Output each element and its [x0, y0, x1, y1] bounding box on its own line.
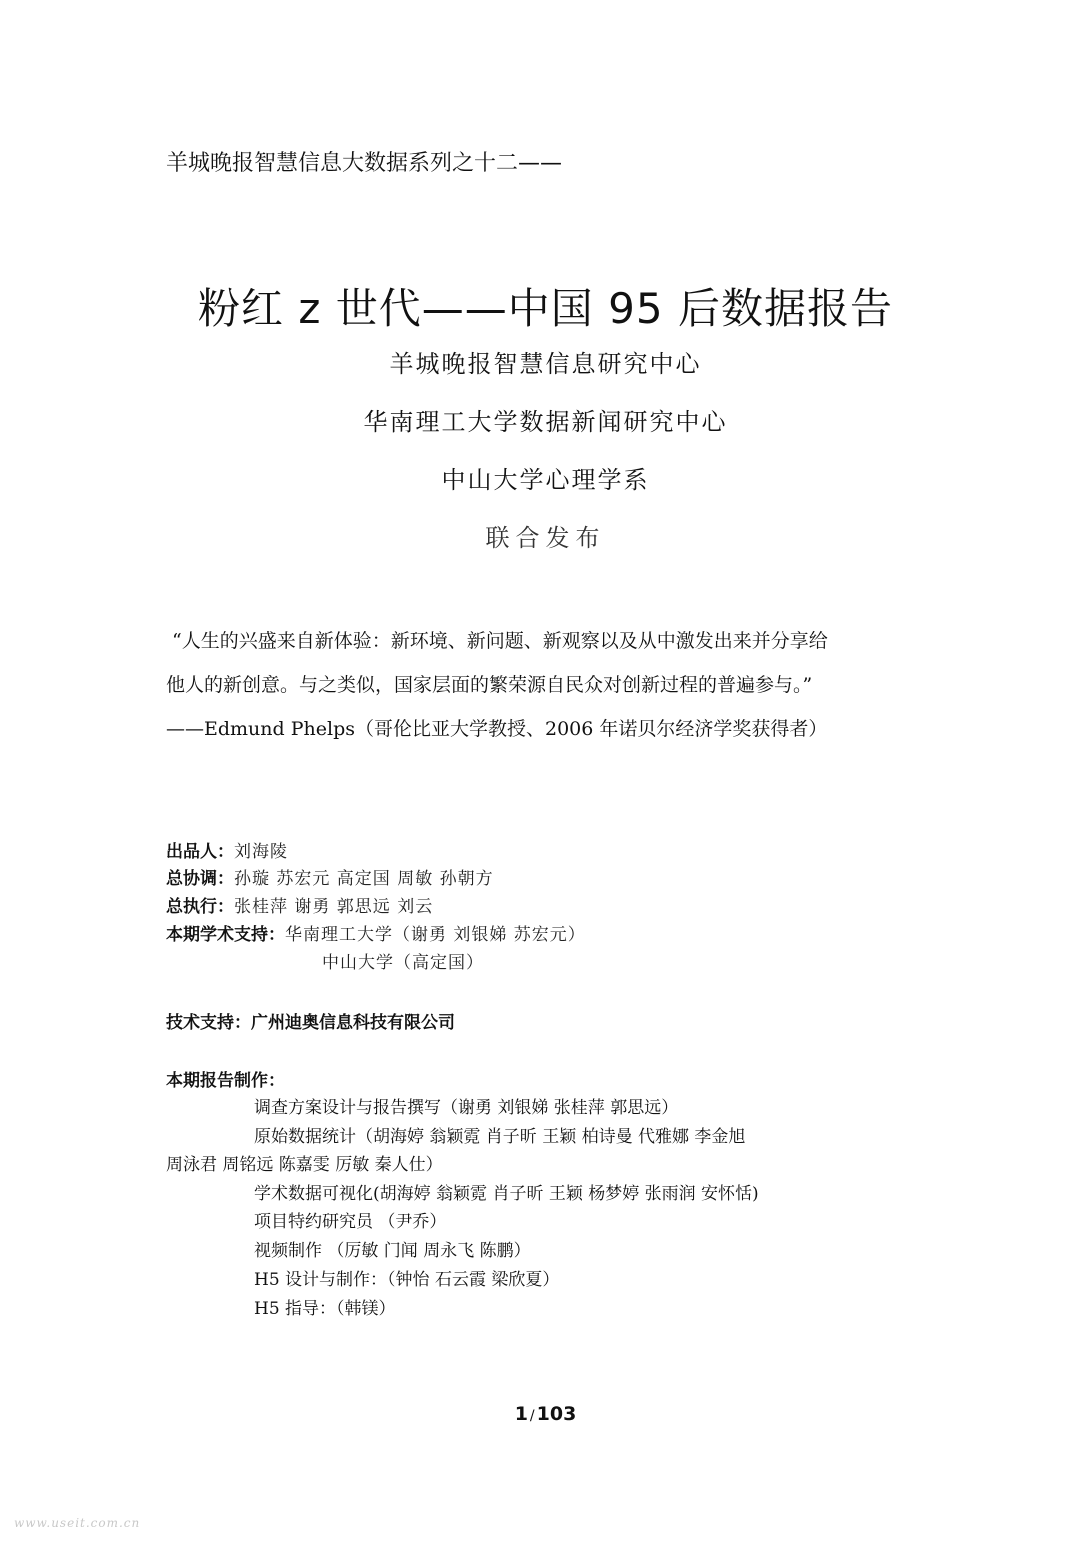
publisher-sysu: 中山大学心理学系	[441, 466, 650, 494]
production-item: H5 指导：（韩镁）	[254, 1299, 396, 1319]
series-line: 羊城晚报智慧信息大数据系列之十二——	[166, 151, 563, 176]
quote-line-2: 他人的新创意。与之类似，国家层面的繁荣源自民众对创新过程的普遍参与。”	[166, 674, 813, 696]
credit-academic-support	[166, 920, 586, 945]
tech-support: 技术支持：广州迪奥信息科技有限公司	[166, 1013, 455, 1033]
watermark: www.useit.com.cn	[14, 1516, 141, 1530]
credit-label: 总协调：	[166, 869, 234, 889]
credit-execution	[166, 892, 433, 917]
credit-value: 孙璇 苏宏元 高定国 周敏 孙朝方	[234, 869, 494, 889]
publisher-scut: 华南理工大学数据新闻研究中心	[363, 408, 728, 436]
credit-value: 华南理工大学（谢勇 刘银娣 苏宏元）	[285, 925, 586, 945]
production-item-continuation: 周泳君 周铭远 陈嘉雯 厉敏 秦人仕）	[166, 1155, 443, 1175]
page-number	[0, 1403, 1091, 1425]
quote-line-1: “人生的兴盛来自新体验：新环境、新问题、新观察以及从中激发出来并分享给	[172, 630, 828, 652]
production-item: 学术数据可视化(胡海婷 翁颖霓 肖子昕 王颖 杨梦婷 张雨润 安怀恬)	[254, 1184, 759, 1204]
production-item: 调查方案设计与报告撰写（谢勇 刘银娣 张桂萍 郭思远）	[254, 1098, 679, 1118]
credit-value: 刘海陵	[234, 842, 288, 862]
quote-attribution: ——Edmund Phelps（哥伦比亚大学教授、2006 年诺贝尔经济学奖获得者）	[166, 718, 828, 740]
total-pages: 103	[536, 1403, 577, 1425]
joint-release: 联合发布	[485, 524, 606, 552]
current-page: 1	[514, 1403, 528, 1425]
publisher-yangcheng: 羊城晚报智慧信息研究中心	[389, 350, 702, 378]
report-title: 粉红 z 世代——中国 95 后数据报告	[198, 284, 893, 333]
credit-label: 出品人：	[166, 842, 234, 862]
page-separator: /	[529, 1408, 535, 1424]
credit-label: 总执行：	[166, 897, 234, 917]
credit-producer	[166, 837, 288, 862]
credit-value: 中山大学（高定国）	[322, 953, 484, 973]
production-item: 原始数据统计（胡海婷 翁颖霓 肖子昕 王颖 柏诗曼 代雅娜 李金旭	[254, 1127, 746, 1147]
production-item: 视频制作 （厉敏 门闻 周永飞 陈鹏）	[254, 1241, 531, 1261]
credit-coordination	[166, 864, 494, 889]
credit-value: 张桂萍 谢勇 郭思远 刘云	[234, 897, 434, 917]
production-item: H5 设计与制作：（钟怡 石云霞 梁欣夏）	[254, 1270, 560, 1290]
credit-label: 本期学术支持：	[166, 925, 285, 945]
production-item: 项目特约研究员 （尹乔）	[254, 1212, 447, 1232]
production-heading: 本期报告制作：	[166, 1071, 285, 1091]
credit-academic-support-2	[322, 948, 484, 973]
